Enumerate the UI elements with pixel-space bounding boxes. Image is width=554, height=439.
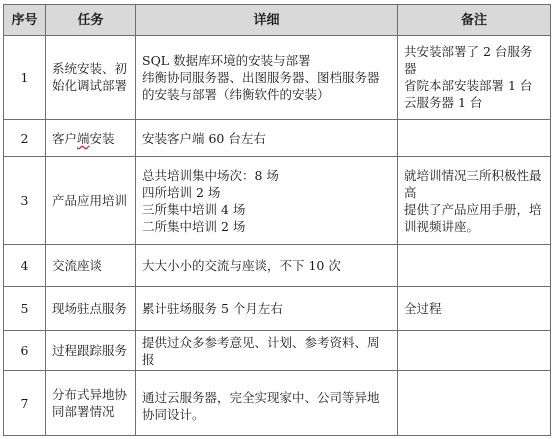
row-remark [398, 36, 551, 120]
row-detail [136, 245, 398, 287]
detail-line: 四所培训 2 场 [142, 184, 221, 200]
row-remark [398, 245, 551, 287]
task-text: 安装 [89, 130, 115, 146]
row-remark [398, 119, 551, 157]
row-index: 2 [4, 119, 46, 157]
row-detail [136, 287, 398, 331]
table-row [4, 331, 551, 371]
detail-line: SQL 数据库环境的安装与部署 [142, 52, 311, 68]
detail-line: 提供过众多参考意见、计划、参考资料、周报 [142, 334, 380, 367]
detail-line: 三所集中培训 4 场 [142, 201, 246, 217]
row-index: 1 [4, 36, 46, 120]
row-detail [136, 36, 398, 120]
remark-line: 提供了产品应用手册，培训视频讲座。 [404, 201, 542, 234]
table-row [4, 287, 551, 331]
remark-line: 云服务器 1 台 [404, 95, 483, 111]
row-task: 过程跟踪服务 [46, 331, 136, 371]
row-index: 6 [4, 331, 46, 371]
row-task: 系统安装、初始化调试部署 [46, 36, 136, 120]
table-row [4, 157, 551, 245]
row-remark [398, 331, 551, 371]
row-detail [136, 331, 398, 371]
detail-line: 安装客户端 60 台左右 [142, 130, 266, 146]
remark-line: 就培训情况三所积极性最高 [404, 167, 542, 200]
row-detail [136, 371, 398, 436]
table-row [4, 245, 551, 287]
detail-line: 纬衡协同服务器、出图服务器、图档服务器的安装与部署（纬衡软件的安装） [142, 69, 380, 102]
row-task: 交流座谈 [46, 245, 136, 287]
spellcheck-underline-text: 端 [77, 130, 90, 146]
row-detail [136, 119, 398, 157]
row-index: 4 [4, 245, 46, 287]
header-task: 任务 [46, 5, 136, 36]
row-index: 5 [4, 287, 46, 331]
table-header-row [4, 5, 551, 36]
task-text: 客户 [52, 130, 78, 146]
row-remark [398, 371, 551, 436]
header-index: 序号 [4, 5, 46, 36]
detail-line: 累计驻场服务 5 个月左右 [142, 301, 283, 317]
row-index: 7 [4, 371, 46, 436]
row-index: 3 [4, 157, 46, 245]
detail-line: 大大小小的交流与座谈，不下 10 次 [142, 258, 341, 274]
remark-line: 省院本部安装部署 1 台 [404, 78, 533, 94]
detail-line: 通过云服务器，完全实现家中、公司等异地协同设计。 [142, 390, 380, 423]
remark-line: 共安装部署了 2 台服务器 [404, 44, 533, 77]
detail-line: 二所集中培训 2 场 [142, 218, 246, 234]
remark-line: 全过程 [404, 301, 442, 317]
row-task: 分布式异地协同部署情况 [46, 371, 136, 436]
row-remark [398, 287, 551, 331]
row-task: 产品应用培训 [46, 157, 136, 245]
work-summary-table [3, 4, 551, 436]
row-detail [136, 157, 398, 245]
row-remark [398, 157, 551, 245]
header-detail: 详细 [136, 5, 398, 36]
row-task: 现场驻点服务 [46, 287, 136, 331]
row-task [46, 119, 136, 157]
table-row [4, 119, 551, 157]
detail-line: 总共培训集中场次：8 场 [142, 167, 279, 183]
header-remark: 备注 [398, 5, 551, 36]
table-row [4, 371, 551, 436]
table-row [4, 36, 551, 120]
